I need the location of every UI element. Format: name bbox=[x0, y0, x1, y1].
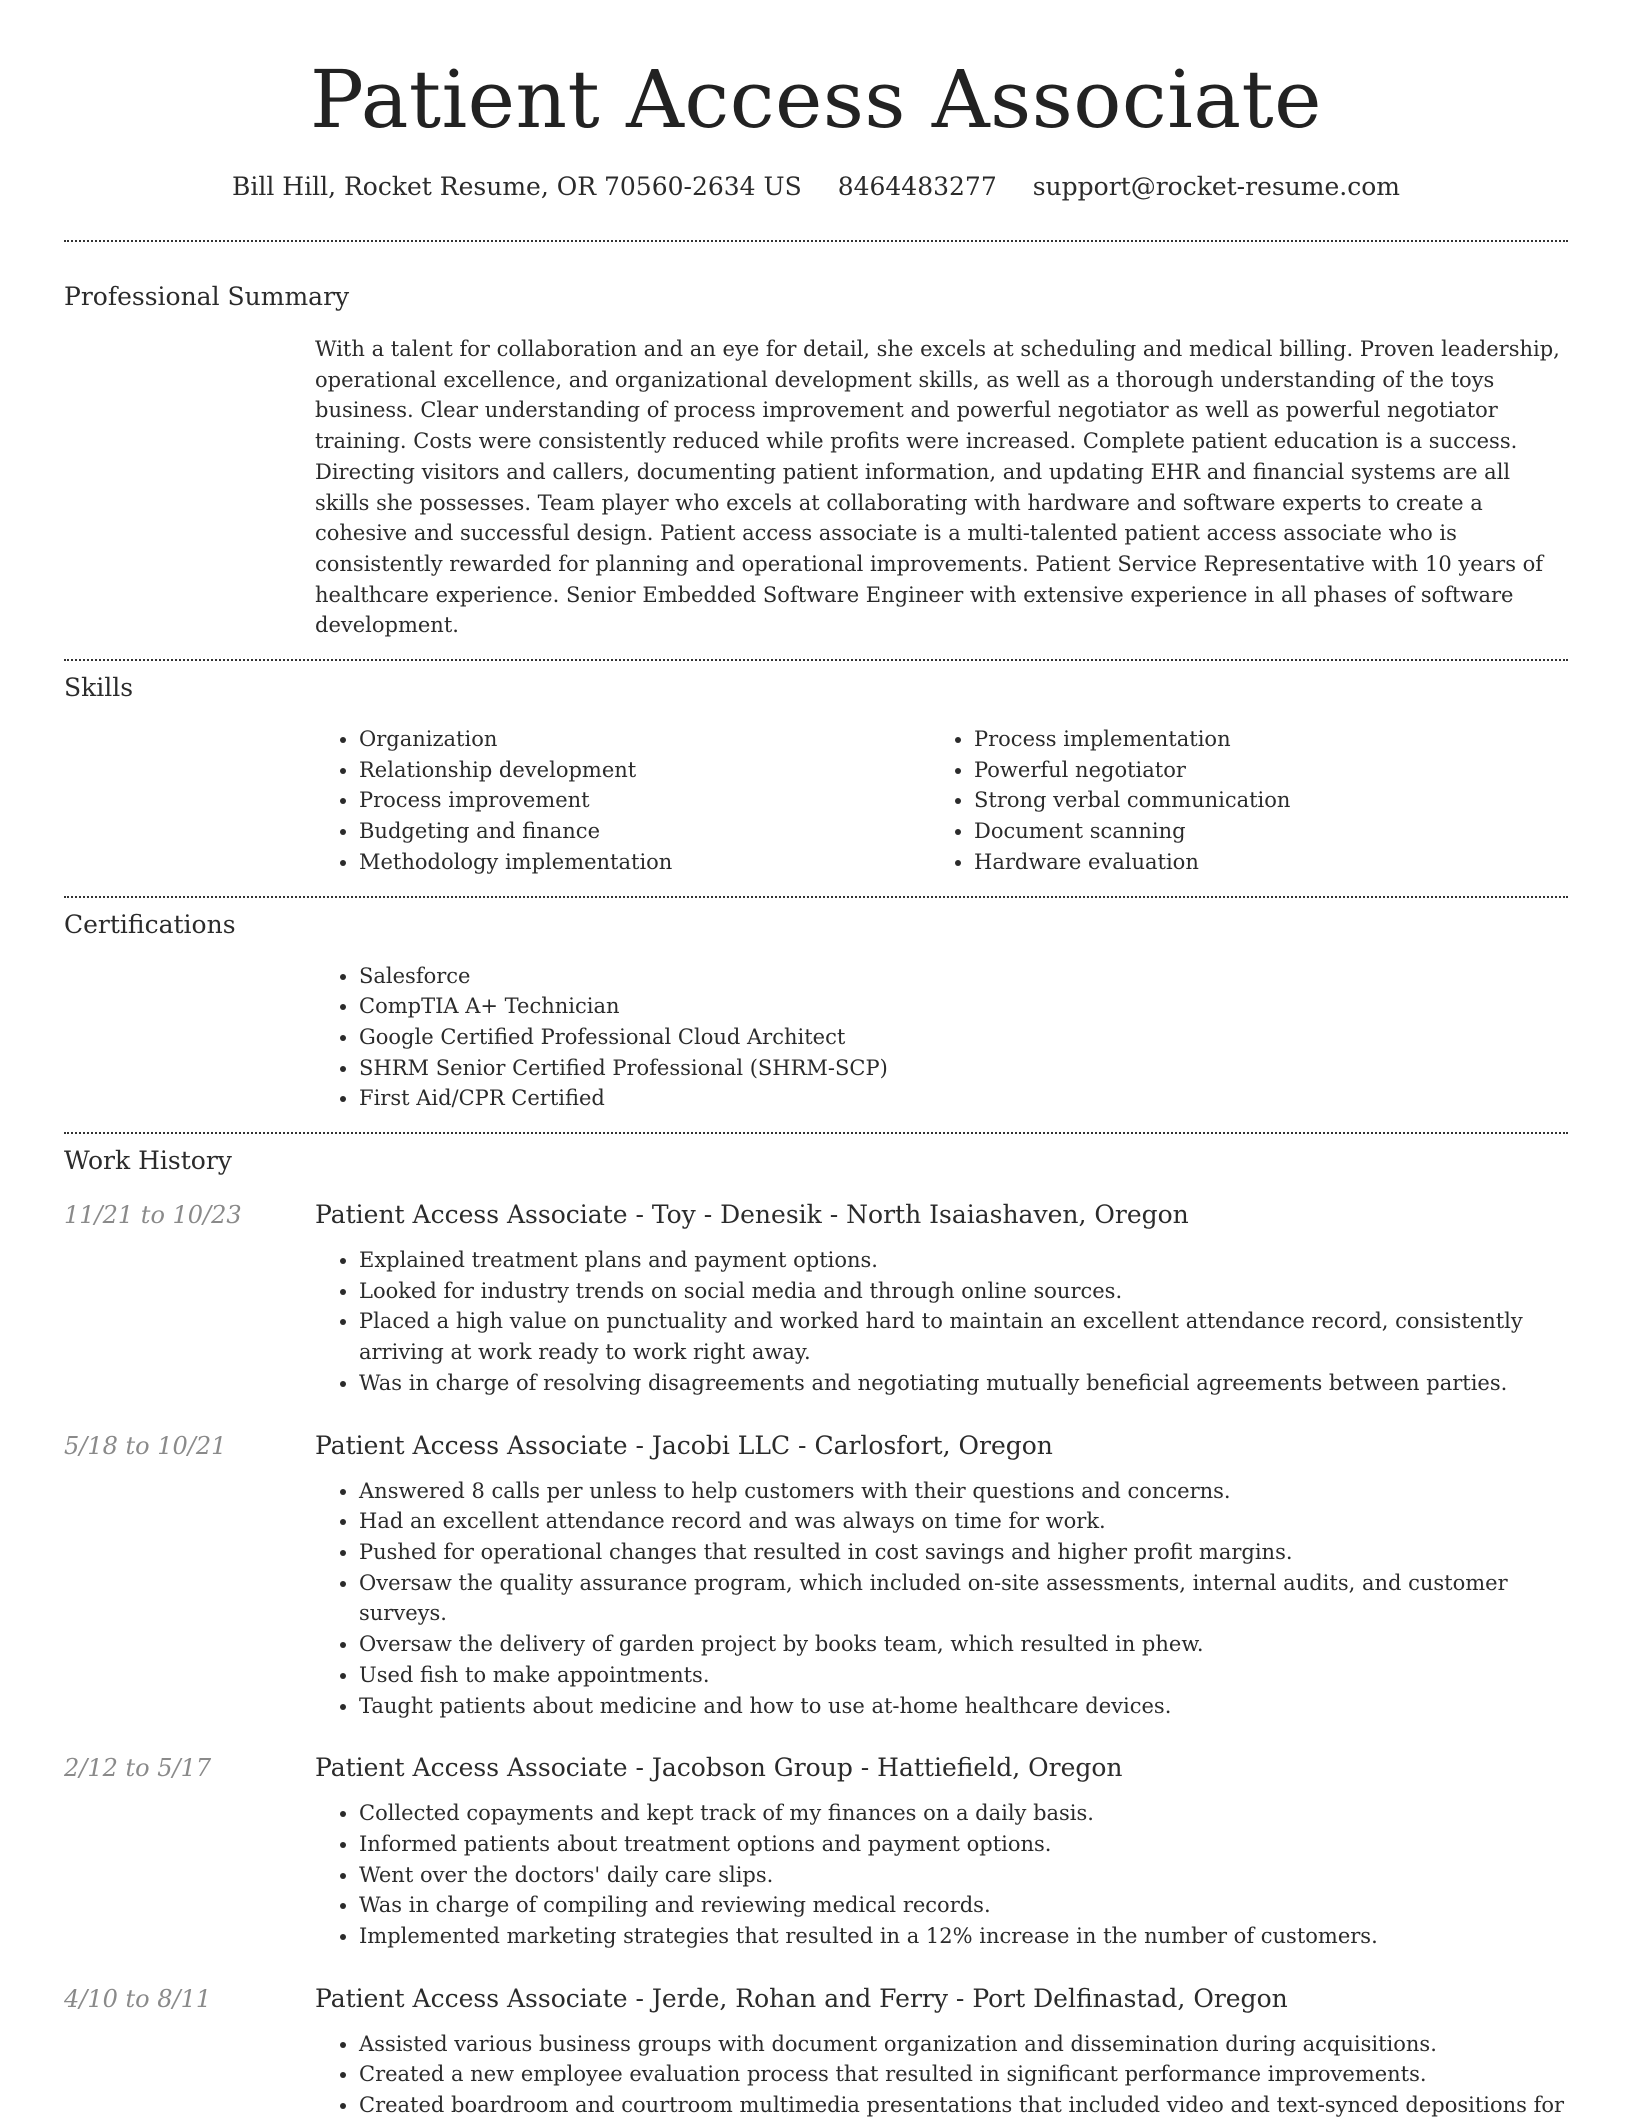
skill-item: • Organization bbox=[359, 724, 930, 755]
skill-item: • Document scanning bbox=[974, 816, 1530, 847]
work-history-section bbox=[64, 1144, 1568, 2121]
job-bullet: • Used fish to make appointments. bbox=[359, 1660, 1568, 1691]
divider bbox=[64, 896, 1568, 898]
certification-item: • CompTIA A+ Technician bbox=[359, 991, 1568, 1022]
contact-phone: 8464483277 bbox=[837, 172, 997, 201]
job-title: Patient Access Associate - Jacobi LLC - Carlosfort, Oregon bbox=[315, 1430, 1053, 1460]
skills-section bbox=[64, 671, 1568, 878]
certifications-heading: Certifications bbox=[64, 909, 236, 939]
skill-item: • Budgeting and finance bbox=[359, 816, 930, 847]
job-bullet: • Created boardroom and courtroom multimedia presentations that included video and text-synced depositions for bbox=[359, 2090, 1568, 2121]
job-title: Patient Access Associate - Jacobson Group - Hattiefield, Oregon bbox=[315, 1753, 1123, 1783]
resume-title: Patient Access Associate bbox=[310, 53, 1322, 146]
job-bullet: • Collected copayments and kept track of my finances on a daily basis. bbox=[359, 1798, 1568, 1829]
job-bullet: • Oversaw the delivery of garden project by books team, which resulted in phew. bbox=[359, 1629, 1568, 1660]
job-bullet: • Taught patients about medicine and how to use at-home healthcare devices. bbox=[359, 1691, 1568, 1722]
skills-list bbox=[315, 724, 1568, 878]
skill-item: • Methodology implementation bbox=[359, 847, 930, 878]
divider bbox=[64, 240, 1568, 242]
job-bullet: • Informed patients about treatment options and payment options. bbox=[359, 1829, 1568, 1860]
skill-item: • Strong verbal communication bbox=[974, 785, 1530, 816]
job-bullet: • Placed a high value on punctuality and worked hard to maintain an excellent attendance record, consistently arriving at work ready to work right away. bbox=[359, 1306, 1568, 1367]
skills-heading: Skills bbox=[64, 673, 134, 703]
resume-page bbox=[64, 0, 1568, 2121]
summary-heading: Professional Summary bbox=[64, 282, 350, 311]
job-dates: 4/10 to 8/11 bbox=[64, 1984, 212, 2013]
job-title: Patient Access Associate - Jerde, Rohan and Ferry - Port Delfinastad, Oregon bbox=[315, 1983, 1288, 2013]
job-entry bbox=[64, 1751, 1568, 1952]
job-entry bbox=[64, 1982, 1568, 2121]
divider bbox=[64, 659, 1568, 661]
job-bullet: • Looked for industry trends on social media and through online sources. bbox=[359, 1276, 1568, 1307]
job-bullet: • Implemented marketing strategies that resulted in a 12% increase in the number of customers. bbox=[359, 1921, 1568, 1952]
job-bullet: • Was in charge of resolving disagreements and negotiating mutually beneficial agreements between parties. bbox=[359, 1368, 1568, 1399]
job-bullets bbox=[315, 1798, 1568, 1952]
job-bullet: • Explained treatment plans and payment options. bbox=[359, 1245, 1568, 1276]
certification-item: • Google Certified Professional Cloud Architect bbox=[359, 1022, 1568, 1053]
job-bullet: • Assisted various business groups with document organization and dissemination during acquisitions. bbox=[359, 2029, 1568, 2060]
job-dates: 2/12 to 5/17 bbox=[64, 1754, 212, 1783]
job-entry bbox=[64, 1429, 1568, 1722]
contact-line bbox=[64, 170, 1568, 204]
skills-left-column bbox=[315, 724, 930, 878]
certification-item: • SHRM Senior Certified Professional (SHRM-SCP) bbox=[359, 1053, 1568, 1084]
summary-section bbox=[64, 280, 1568, 641]
certifications-list bbox=[315, 961, 1568, 1115]
skills-right-column bbox=[930, 724, 1530, 878]
job-dates: 11/21 to 10/23 bbox=[64, 1201, 242, 1230]
summary-text: With a talent for collaboration and an eye for detail, she excels at scheduling and medical billing. Proven leadership, operational excellence, and organizational development skills, as well as a thorough understanding of the toys business. Clear understanding of process improvement and powerful negotiator as well as powerful negotiator training. Costs were consistently reduced while profits were increased. Complete patient education is a success. Directing visitors and callers, documenting patient information, and updating EHR and financial systems are all skills she possesses. Team player who excels at collaborating with hardware and software experts to create a cohesive and successful design. Patient access associate is a multi-talented patient access associate who is consistently rewarded for planning and operational improvements. Patient Service Representative with 10 years of healthcare experience. Senior Embedded Software Engineer with extensive experience in all phases of software development. bbox=[315, 337, 1560, 638]
job-dates: 5/18 to 10/21 bbox=[64, 1431, 227, 1460]
job-bullet: • Was in charge of compiling and reviewing medical records. bbox=[359, 1890, 1568, 1921]
divider bbox=[64, 1132, 1568, 1134]
job-bullet: • Had an excellent attendance record and was always on time for work. bbox=[359, 1506, 1568, 1537]
job-bullets bbox=[315, 2029, 1568, 2121]
job-bullet: • Went over the doctors' daily care slips. bbox=[359, 1860, 1568, 1891]
job-bullets bbox=[315, 1245, 1568, 1399]
skill-item: • Process improvement bbox=[359, 785, 930, 816]
contact-email: support@rocket-resume.com bbox=[1032, 172, 1401, 201]
job-entry bbox=[64, 1198, 1568, 1399]
job-title: Patient Access Associate - Toy - Denesik - North Isaiashaven, Oregon bbox=[315, 1200, 1189, 1230]
work-history-heading: Work History bbox=[64, 1146, 232, 1176]
job-bullet: • Pushed for operational changes that resulted in cost savings and higher profit margins. bbox=[359, 1537, 1568, 1568]
contact-address: Bill Hill, Rocket Resume, OR 70560-2634 US bbox=[231, 172, 802, 201]
skill-item: • Hardware evaluation bbox=[974, 847, 1530, 878]
job-bullet: • Answered 8 calls per unless to help customers with their questions and concerns. bbox=[359, 1476, 1568, 1507]
certification-item: • First Aid/CPR Certified bbox=[359, 1083, 1568, 1114]
certification-item: • Salesforce bbox=[359, 961, 1568, 992]
skill-item: • Powerful negotiator bbox=[974, 755, 1530, 786]
job-bullet: • Created a new employee evaluation process that resulted in significant performance improvements. bbox=[359, 2059, 1568, 2090]
job-bullets bbox=[315, 1476, 1568, 1722]
skill-item: • Process implementation bbox=[974, 724, 1530, 755]
certifications-section bbox=[64, 908, 1568, 1115]
skill-item: • Relationship development bbox=[359, 755, 930, 786]
job-bullet: • Oversaw the quality assurance program, which included on-site assessments, internal audits, and customer surveys. bbox=[359, 1568, 1568, 1629]
